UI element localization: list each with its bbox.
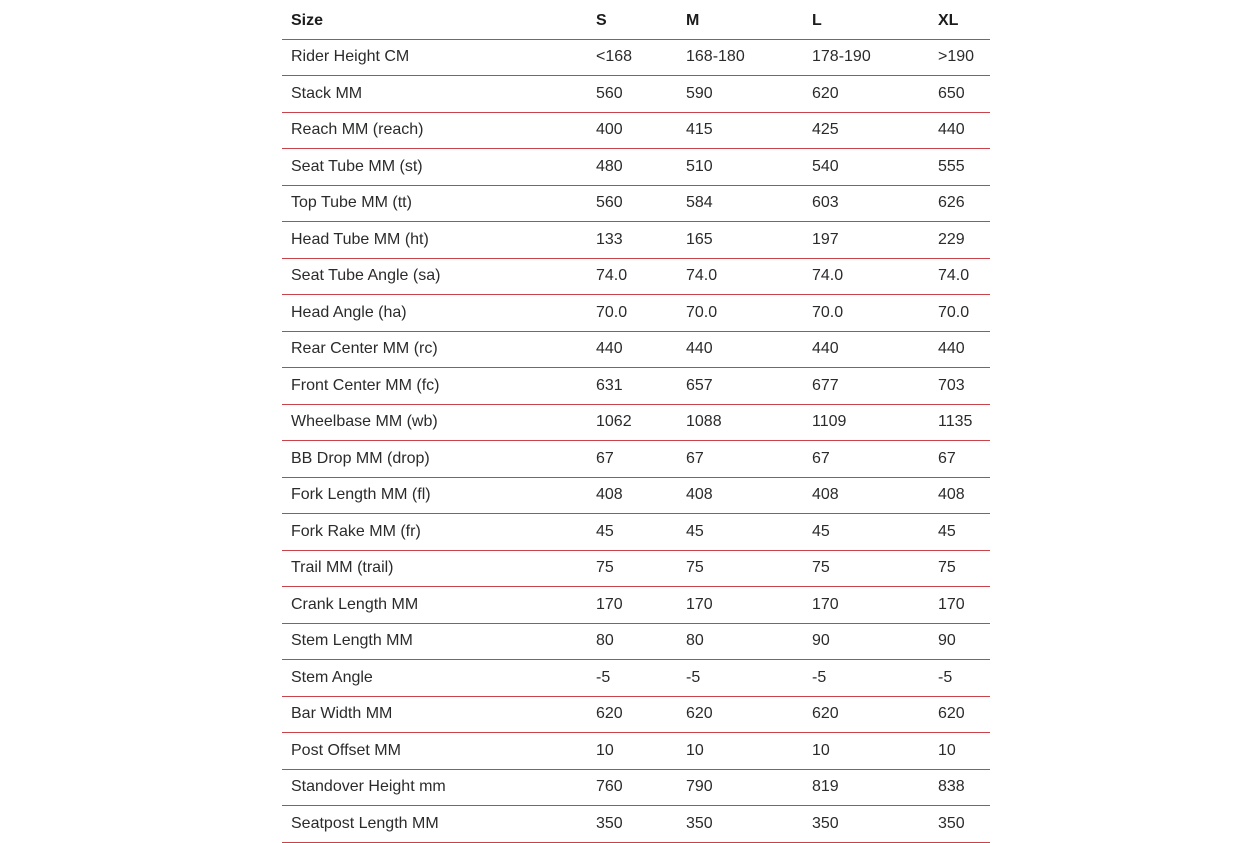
cell-l: 350 (803, 806, 929, 843)
cell-m: 70.0 (677, 295, 803, 332)
cell-l: 408 (803, 477, 929, 514)
cell-l: 440 (803, 331, 929, 368)
cell-s: 560 (587, 76, 677, 113)
cell-m: 590 (677, 76, 803, 113)
cell-l: 677 (803, 368, 929, 405)
row-label: Fork Length MM (fl) (282, 477, 587, 514)
cell-m: 790 (677, 769, 803, 806)
cell-l: 75 (803, 550, 929, 587)
cell-m: 510 (677, 149, 803, 186)
cell-m: 415 (677, 112, 803, 149)
cell-l: 1109 (803, 404, 929, 441)
column-header-m: M (677, 3, 803, 39)
cell-l: -5 (803, 660, 929, 697)
cell-s: 760 (587, 769, 677, 806)
header-row (282, 3, 990, 39)
table-row (282, 514, 990, 551)
cell-s: 408 (587, 477, 677, 514)
table-row (282, 660, 990, 697)
cell-l: 70.0 (803, 295, 929, 332)
cell-xl: 703 (929, 368, 990, 405)
cell-m: 1088 (677, 404, 803, 441)
cell-s: <168 (587, 39, 677, 76)
table-row (282, 39, 990, 76)
row-label: Rear Center MM (rc) (282, 331, 587, 368)
cell-m: 620 (677, 696, 803, 733)
cell-xl: 350 (929, 806, 990, 843)
cell-l: 819 (803, 769, 929, 806)
row-label: Head Angle (ha) (282, 295, 587, 332)
cell-l: 10 (803, 733, 929, 770)
table-row (282, 222, 990, 259)
cell-l: 197 (803, 222, 929, 259)
cell-xl: 650 (929, 76, 990, 113)
cell-s: 80 (587, 623, 677, 660)
cell-s: 350 (587, 806, 677, 843)
table-row (282, 368, 990, 405)
cell-xl: 45 (929, 514, 990, 551)
cell-m: 45 (677, 514, 803, 551)
table-row (282, 295, 990, 332)
cell-s: 10 (587, 733, 677, 770)
row-label: Front Center MM (fc) (282, 368, 587, 405)
table-row (282, 404, 990, 441)
cell-xl: 74.0 (929, 258, 990, 295)
cell-s: 400 (587, 112, 677, 149)
cell-m: 80 (677, 623, 803, 660)
cell-m: 440 (677, 331, 803, 368)
cell-xl: 70.0 (929, 295, 990, 332)
column-header-l: L (803, 3, 929, 39)
table-row (282, 112, 990, 149)
row-label: BB Drop MM (drop) (282, 441, 587, 478)
row-label: Bar Width MM (282, 696, 587, 733)
cell-s: 440 (587, 331, 677, 368)
cell-s: 170 (587, 587, 677, 624)
row-label: Top Tube MM (tt) (282, 185, 587, 222)
cell-l: 45 (803, 514, 929, 551)
cell-m: -5 (677, 660, 803, 697)
cell-xl: 10 (929, 733, 990, 770)
table-row (282, 769, 990, 806)
table-row (282, 806, 990, 843)
table-row (282, 149, 990, 186)
cell-xl: 408 (929, 477, 990, 514)
cell-s: 75 (587, 550, 677, 587)
row-label: Stem Angle (282, 660, 587, 697)
row-label: Fork Rake MM (fr) (282, 514, 587, 551)
row-label: Rider Height CM (282, 39, 587, 76)
geometry-table (282, 3, 990, 843)
cell-s: 67 (587, 441, 677, 478)
cell-l: 603 (803, 185, 929, 222)
row-label: Standover Height mm (282, 769, 587, 806)
cell-xl: 90 (929, 623, 990, 660)
row-label: Reach MM (reach) (282, 112, 587, 149)
cell-xl: 555 (929, 149, 990, 186)
cell-m: 584 (677, 185, 803, 222)
cell-l: 540 (803, 149, 929, 186)
cell-l: 425 (803, 112, 929, 149)
cell-s: 560 (587, 185, 677, 222)
table-row (282, 185, 990, 222)
table-row (282, 441, 990, 478)
cell-xl: 620 (929, 696, 990, 733)
column-header-size: Size (282, 3, 587, 39)
cell-xl: -5 (929, 660, 990, 697)
row-label: Stem Length MM (282, 623, 587, 660)
cell-m: 10 (677, 733, 803, 770)
cell-xl: 1135 (929, 404, 990, 441)
cell-s: 133 (587, 222, 677, 259)
table-row (282, 696, 990, 733)
cell-l: 74.0 (803, 258, 929, 295)
cell-s: 74.0 (587, 258, 677, 295)
cell-xl: 838 (929, 769, 990, 806)
column-header-xl: XL (929, 3, 990, 39)
cell-m: 657 (677, 368, 803, 405)
cell-s: 480 (587, 149, 677, 186)
cell-l: 178-190 (803, 39, 929, 76)
cell-xl: 170 (929, 587, 990, 624)
row-label: Seatpost Length MM (282, 806, 587, 843)
row-label: Stack MM (282, 76, 587, 113)
table-row (282, 623, 990, 660)
cell-m: 75 (677, 550, 803, 587)
cell-s: 70.0 (587, 295, 677, 332)
row-label: Trail MM (trail) (282, 550, 587, 587)
cell-xl: 440 (929, 112, 990, 149)
cell-m: 165 (677, 222, 803, 259)
cell-s: 45 (587, 514, 677, 551)
cell-l: 620 (803, 76, 929, 113)
cell-s: -5 (587, 660, 677, 697)
cell-m: 408 (677, 477, 803, 514)
cell-m: 74.0 (677, 258, 803, 295)
cell-m: 170 (677, 587, 803, 624)
cell-l: 620 (803, 696, 929, 733)
table-body (282, 39, 990, 842)
row-label: Seat Tube Angle (sa) (282, 258, 587, 295)
table-row (282, 331, 990, 368)
cell-xl: 229 (929, 222, 990, 259)
cell-l: 67 (803, 441, 929, 478)
cell-l: 170 (803, 587, 929, 624)
table-header (282, 3, 990, 39)
row-label: Head Tube MM (ht) (282, 222, 587, 259)
row-label: Wheelbase MM (wb) (282, 404, 587, 441)
row-label: Seat Tube MM (st) (282, 149, 587, 186)
table-row (282, 587, 990, 624)
cell-xl: 75 (929, 550, 990, 587)
cell-xl: 626 (929, 185, 990, 222)
row-label: Post Offset MM (282, 733, 587, 770)
cell-xl: >190 (929, 39, 990, 76)
table-row (282, 733, 990, 770)
cell-m: 350 (677, 806, 803, 843)
row-label: Crank Length MM (282, 587, 587, 624)
table-row (282, 550, 990, 587)
cell-m: 67 (677, 441, 803, 478)
cell-s: 1062 (587, 404, 677, 441)
cell-s: 620 (587, 696, 677, 733)
column-header-s: S (587, 3, 677, 39)
cell-xl: 67 (929, 441, 990, 478)
table-row (282, 477, 990, 514)
cell-m: 168-180 (677, 39, 803, 76)
cell-l: 90 (803, 623, 929, 660)
table-row (282, 258, 990, 295)
table-row (282, 76, 990, 113)
cell-xl: 440 (929, 331, 990, 368)
cell-s: 631 (587, 368, 677, 405)
